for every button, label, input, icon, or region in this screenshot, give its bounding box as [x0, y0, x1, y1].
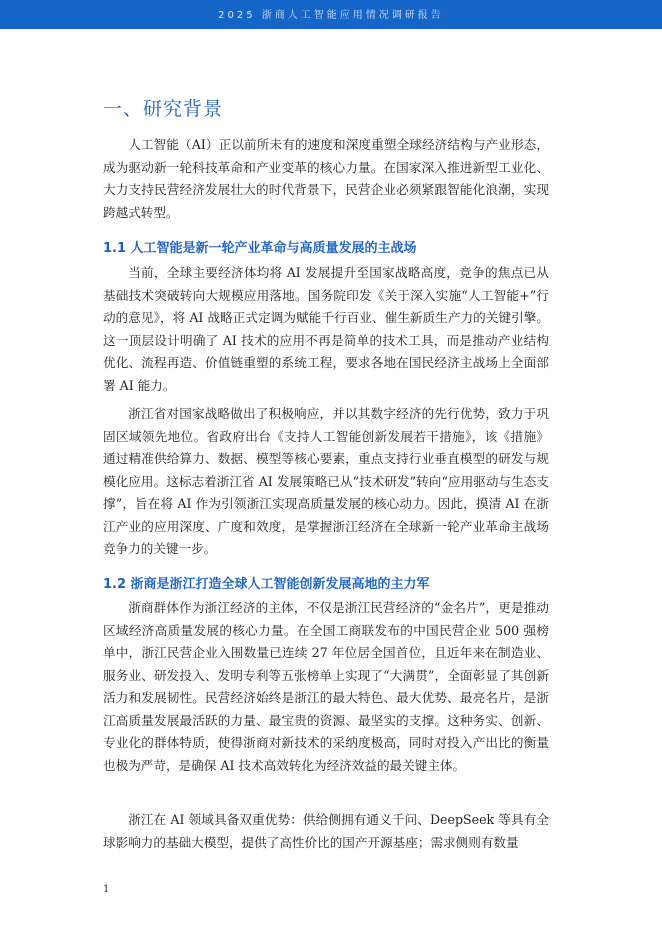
- subsection-title-1-1: 1.1 人工智能是新一轮产业革命与高质量发展的主战场: [103, 241, 417, 256]
- header-banner: 2025 浙商人工智能应用情况调研报告: [0, 0, 662, 29]
- paragraph-1-2-a: 浙商群体作为浙江经济的主体，不仅是浙江民营经济的“金名片”，更是推动区域经济高质量发展的核心力量。在全国工商联发布的中国民营企业 500 强榜单中，浙江民营企业入围数量已连续 27 年位居全国首位，且近年来在制造业、服务业、研发投入、发明专利等五张榜单上实现了“大满贯”，全面彰显了其创新活力和发展韧性。民营经济始终是浙江的最大特色、最大优势、最亮名片，是浙江高质量发展最活跃的力量、最宝贵的资源、最坚实的支撑。这种务实、创新、专业化的群体特质，使得浙商对新技术的采纳度极高，同时对投入产出比的衡量也极为严苛，是确保 AI 技术高效转化为经济效益的最关键主体。: [103, 600, 549, 773]
- page-number: 1: [103, 884, 110, 895]
- paragraph-1-1-a: 当前，全球主要经济体均将 AI 发展提升至国家战略高度，竞争的焦点已从基础技术突破转向大规模应用落地。国务院印发《关于深入实施“人工智能+”行动的意见》，将 AI 战略正式定调为赋能千行百业、催生新质生产力的关键引擎。这一顶层设计明确了 AI 技术的应用不再是简单的技术工具，而是推动产业结构优化、流程再造、价值链重塑的系统工程，要求各地在国民经济主战场上全面部署 AI 能力。: [103, 265, 549, 393]
- subsection-title-1-2: 1.2 浙商是浙江打造全球人工智能创新发展高地的主力军: [103, 577, 430, 592]
- paragraph-1-1-b: 浙江省对国家战略做出了积极响应，并以其数字经济的先行优势，致力于巩固区域领先地位。省政府出台《支持人工智能创新发展若干措施》，该《措施》通过精准供给算力、数据、模型等核心要素，重点支持行业垂直模型的研发与规模化应用。这标志着浙江省 AI 发展策略已从“技术研发”转向“应用驱动与生态支撑”，旨在将 AI 作为引领浙江实现高质量发展的核心动力。因此，摸清 AI 在浙江产业的应用深度、广度和效度，是掌握浙江经济在全球新一轮产业革命主战场竞争力的关键一步。: [103, 406, 549, 556]
- intro-paragraph: 人工智能（AI）正以前所未有的速度和深度重塑全球经济结构与产业形态，成为驱动新一轮科技革命和产业变革的核心力量。在国家深入推进新型工业化、大力支持民营经济发展壮大的时代背景下，民营企业必须紧跟智能化浪潮，实现跨越式转型。: [103, 137, 549, 220]
- paragraph-1-2-b: 浙江在 AI 领域具备双重优势：供给侧拥有通义千问、DeepSeek 等具有全球影响力的基础大模型，提供了高性价比的国产开源基座；需求侧则有数量: [103, 812, 549, 850]
- section-title: 一、研究背景: [103, 98, 224, 120]
